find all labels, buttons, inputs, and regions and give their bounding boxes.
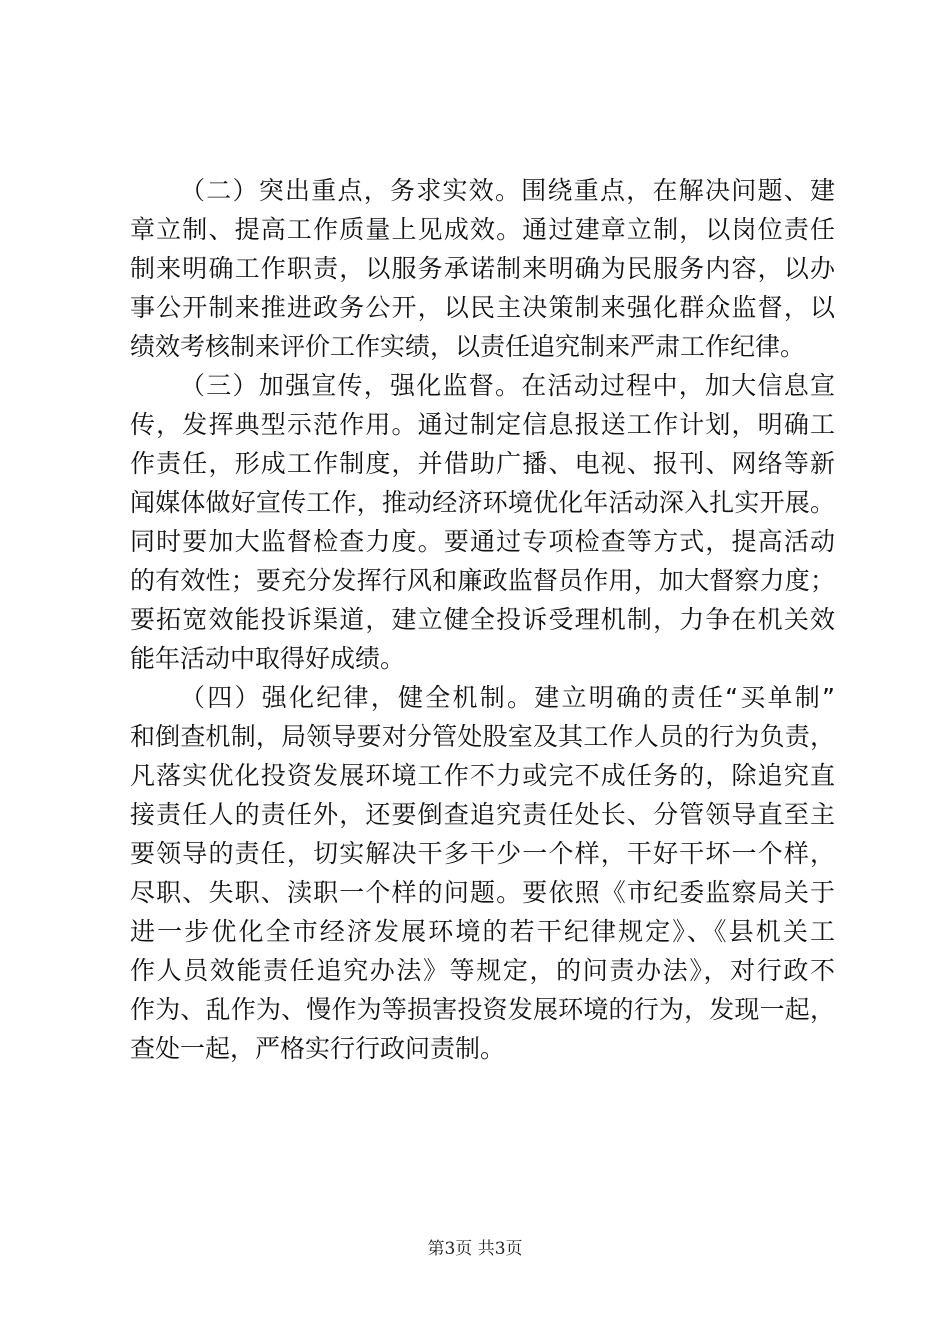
paragraph-4-line-10: 查处一起，严格实行行政问责制。	[130, 1034, 506, 1063]
paragraph-3-line-4: 闻媒体做好宣传工作，推动经济环境优化年活动深入扎实开展。	[130, 488, 835, 517]
paragraph-4-line-8: 作人员效能责任追究办法》等规定，的问责办法》，对行政不	[130, 956, 835, 985]
paragraph-2-line-1: （二）突出重点，务求实效。围绕重点，在解决问题、建	[180, 176, 835, 205]
body-text	[130, 171, 835, 1068]
paragraph-4-line-3: 凡落实优化投资发展环境工作不力或完不成任务的，除追究直	[130, 761, 835, 790]
paragraph-3-line-7: 要拓宽效能投诉渠道，建立健全投诉受理机制，力争在机关效	[130, 605, 835, 634]
paragraph-2-line-2: 章立制、提高工作质量上见成效。通过建章立制，以岗位责任	[130, 215, 835, 244]
paragraph-2-line-4: 事公开制来推进政务公开，以民主决策制来强化群众监督，以	[130, 293, 835, 322]
paragraph-4-line-1: （四）强化纪律，健全机制。建立明确的责任“买单制”	[180, 683, 835, 712]
paragraph-3-line-6: 的有效性；要充分发挥行风和廉政监督员作用，加大督察力度；	[130, 566, 835, 595]
paragraph-3-line-1: （三）加强宣传，强化监督。在活动过程中，加大信息宣	[180, 371, 835, 400]
paragraph-4-line-9: 作为、乱作为、慢作为等损害投资发展环境的行为，发现一起，	[130, 995, 835, 1024]
paragraph-3-line-3: 作责任，形成工作制度，并借助广播、电视、报刊、网络等新	[130, 449, 835, 478]
paragraph-3-line-5: 同时要加大监督检查力度。要通过专项检查等方式，提高活动	[130, 527, 835, 556]
paragraph-2-line-5: 绩效考核制来评价工作实绩，以责任追究制来严肃工作纪律。	[130, 332, 806, 361]
paragraph-2-line-3: 制来明确工作职责，以服务承诺制来明确为民服务内容，以办	[130, 254, 835, 283]
paragraph-4-line-5: 要领导的责任，切实解决干多干少一个样，干好干坏一个样，	[130, 839, 835, 868]
paragraph-4-line-2: 和倒查机制，局领导要对分管处股室及其工作人员的行为负责，	[130, 722, 835, 751]
paragraph-3-line-8: 能年活动中取得好成绩。	[130, 644, 406, 673]
paragraph-4-line-4: 接责任人的责任外，还要倒查追究责任处长、分管领导直至主	[130, 800, 835, 829]
paragraph-4-line-6: 尽职、失职、渎职一个样的问题。要依照《市纪委监察局关于	[130, 878, 835, 907]
paragraph-4-line-7: 进一步优化全市经济发展环境的若干纪律规定》、《县机关工	[130, 917, 835, 946]
paragraph-3-line-2: 传，发挥典型示范作用。通过制定信息报送工作计划，明确工	[130, 410, 835, 439]
page-footer: 第3页 共3页	[427, 1239, 523, 1259]
